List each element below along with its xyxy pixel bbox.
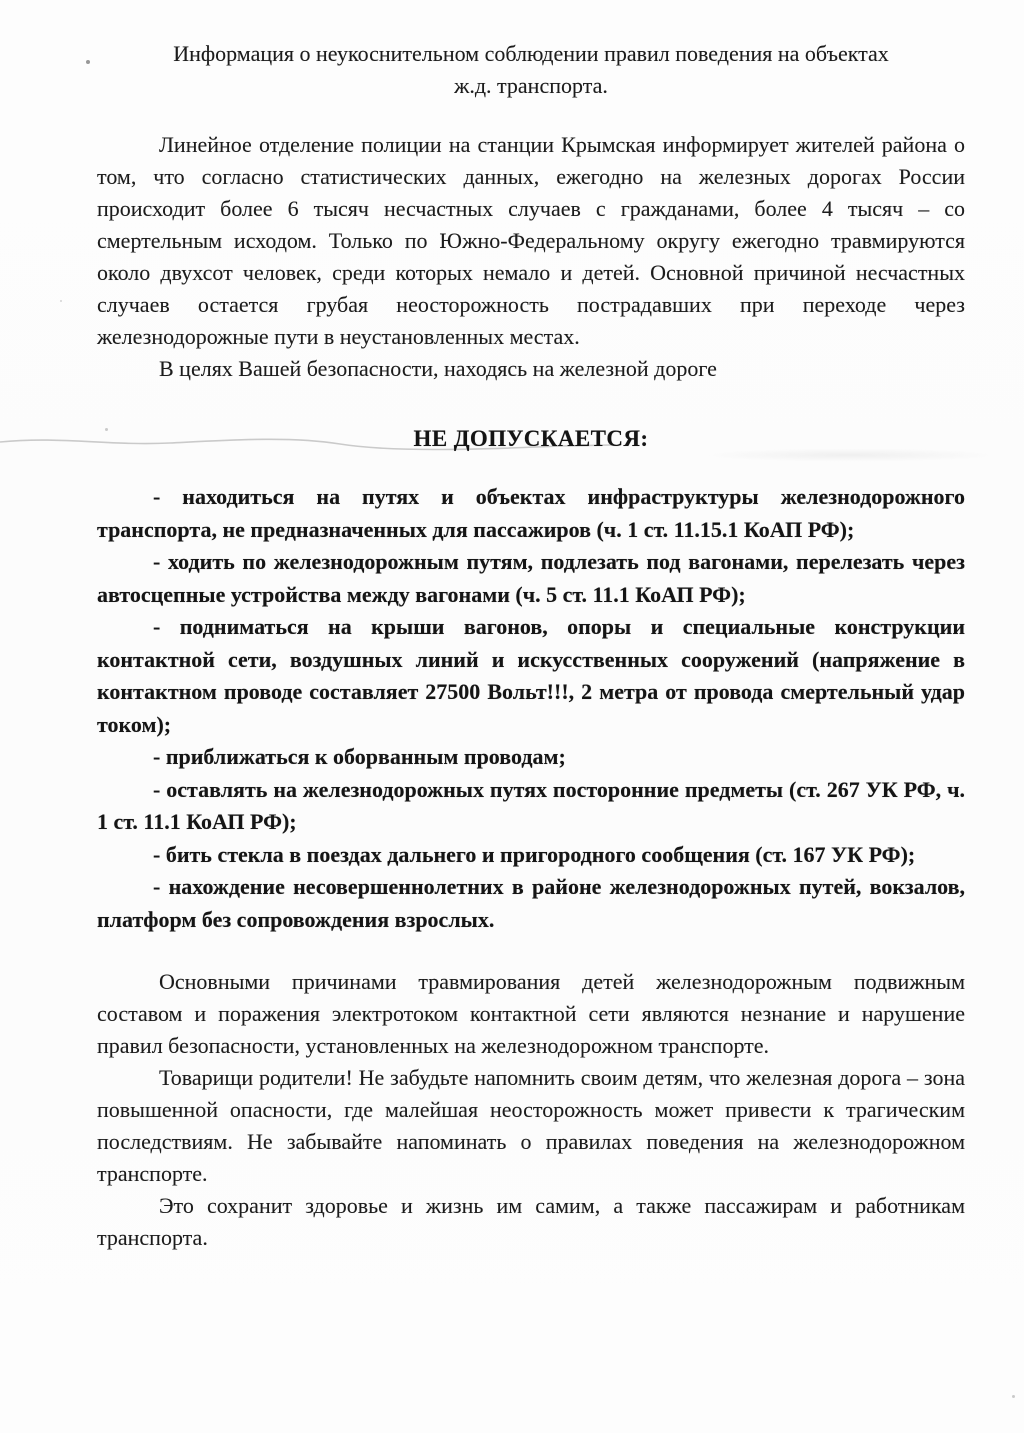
prohibited-item-4: - приближаться к оборванным проводам; bbox=[153, 744, 566, 769]
section-heading-not-allowed: НЕ ДОПУСКАЕТСЯ: bbox=[413, 426, 649, 451]
prohibited-item-2: - ходить по железнодорожным путям, подлезать под вагонами, перелезать через автосцепные устройства между вагонами (ч. 5 ст. 11.1 КоАП РФ); bbox=[97, 549, 965, 607]
paragraph-closing: Это сохранит здоровье и жизнь им самим, а также пассажирам и работникам транспорта. bbox=[97, 1193, 965, 1250]
paragraph-parents: Товарищи родители! Не забудьте напомнить своим детям, что железная дорога – зона повышенной опасности, где малейшая неосторожность может привести к трагическим последствиям. Не забывайте напоминать о правилах поведения на железнодорожном транспорте. bbox=[97, 1065, 965, 1186]
scan-speck bbox=[1012, 1395, 1015, 1398]
document-title bbox=[97, 38, 965, 102]
paragraph-intro: Линейное отделение полиции на станции Крымская информирует жителей района о том, что согласно статистических данных, ежегодно на железных дорогах России происходит более 6 тысяч несчастных случаев с гражданами, более 4 тысяч – со смертельным исходом. Только по Южно-Федеральному округу ежегодно травмируются около двухсот человек, среди которых немало и детей. Основной причиной несчастных случаев остается грубая неосторожность пострадавших при переходе через железнодорожные пути в неустановленных местах. bbox=[97, 132, 965, 349]
prohibited-item-7: - нахождение несовершеннолетних в районе железнодорожных путей, вокзалов, платформ без сопровождения взрослых. bbox=[97, 874, 965, 932]
prohibited-item-3: - подниматься на крыши вагонов, опоры и специальные конструкции контактной сети, воздушных линий и искусственных сооружений (напряжение в контактном проводе составляет 27500 Вольт!!!, 2 метра от провода смертельный удар током); bbox=[97, 614, 965, 737]
document-title-line1: Информация о неукоснительном соблюдении правил поведения на объектах bbox=[173, 41, 889, 66]
document-content bbox=[97, 38, 965, 1254]
paragraph-safety-lead: В целях Вашей безопасности, находясь на железной дороге bbox=[159, 356, 717, 381]
scan-speck bbox=[60, 300, 62, 302]
document-title-line2: ж.д. транспорта. bbox=[454, 73, 608, 98]
prohibited-item-1: - находиться на путях и объектах инфраструктуры железнодорожного транспорта, не предназначенных для пассажиров (ч. 1 ст. 11.15.1 КоАП РФ); bbox=[97, 484, 965, 542]
prohibited-item-6: - бить стекла в поездах дальнего и пригородного сообщения (ст. 167 УК РФ); bbox=[153, 841, 916, 867]
scan-speck bbox=[86, 60, 90, 64]
prohibited-item-5: - оставлять на железнодорожных путях посторонние предметы (ст. 267 УК РФ, ч. 1 ст. 11.1 КоАП РФ); bbox=[97, 776, 965, 834]
paragraph-causes: Основными причинами травмирования детей железнодорожным подвижным составом и поражения электротоком контактной сети являются незнание и нарушение правил безопасности, установленных на железнодорожном транспорте. bbox=[97, 969, 965, 1058]
